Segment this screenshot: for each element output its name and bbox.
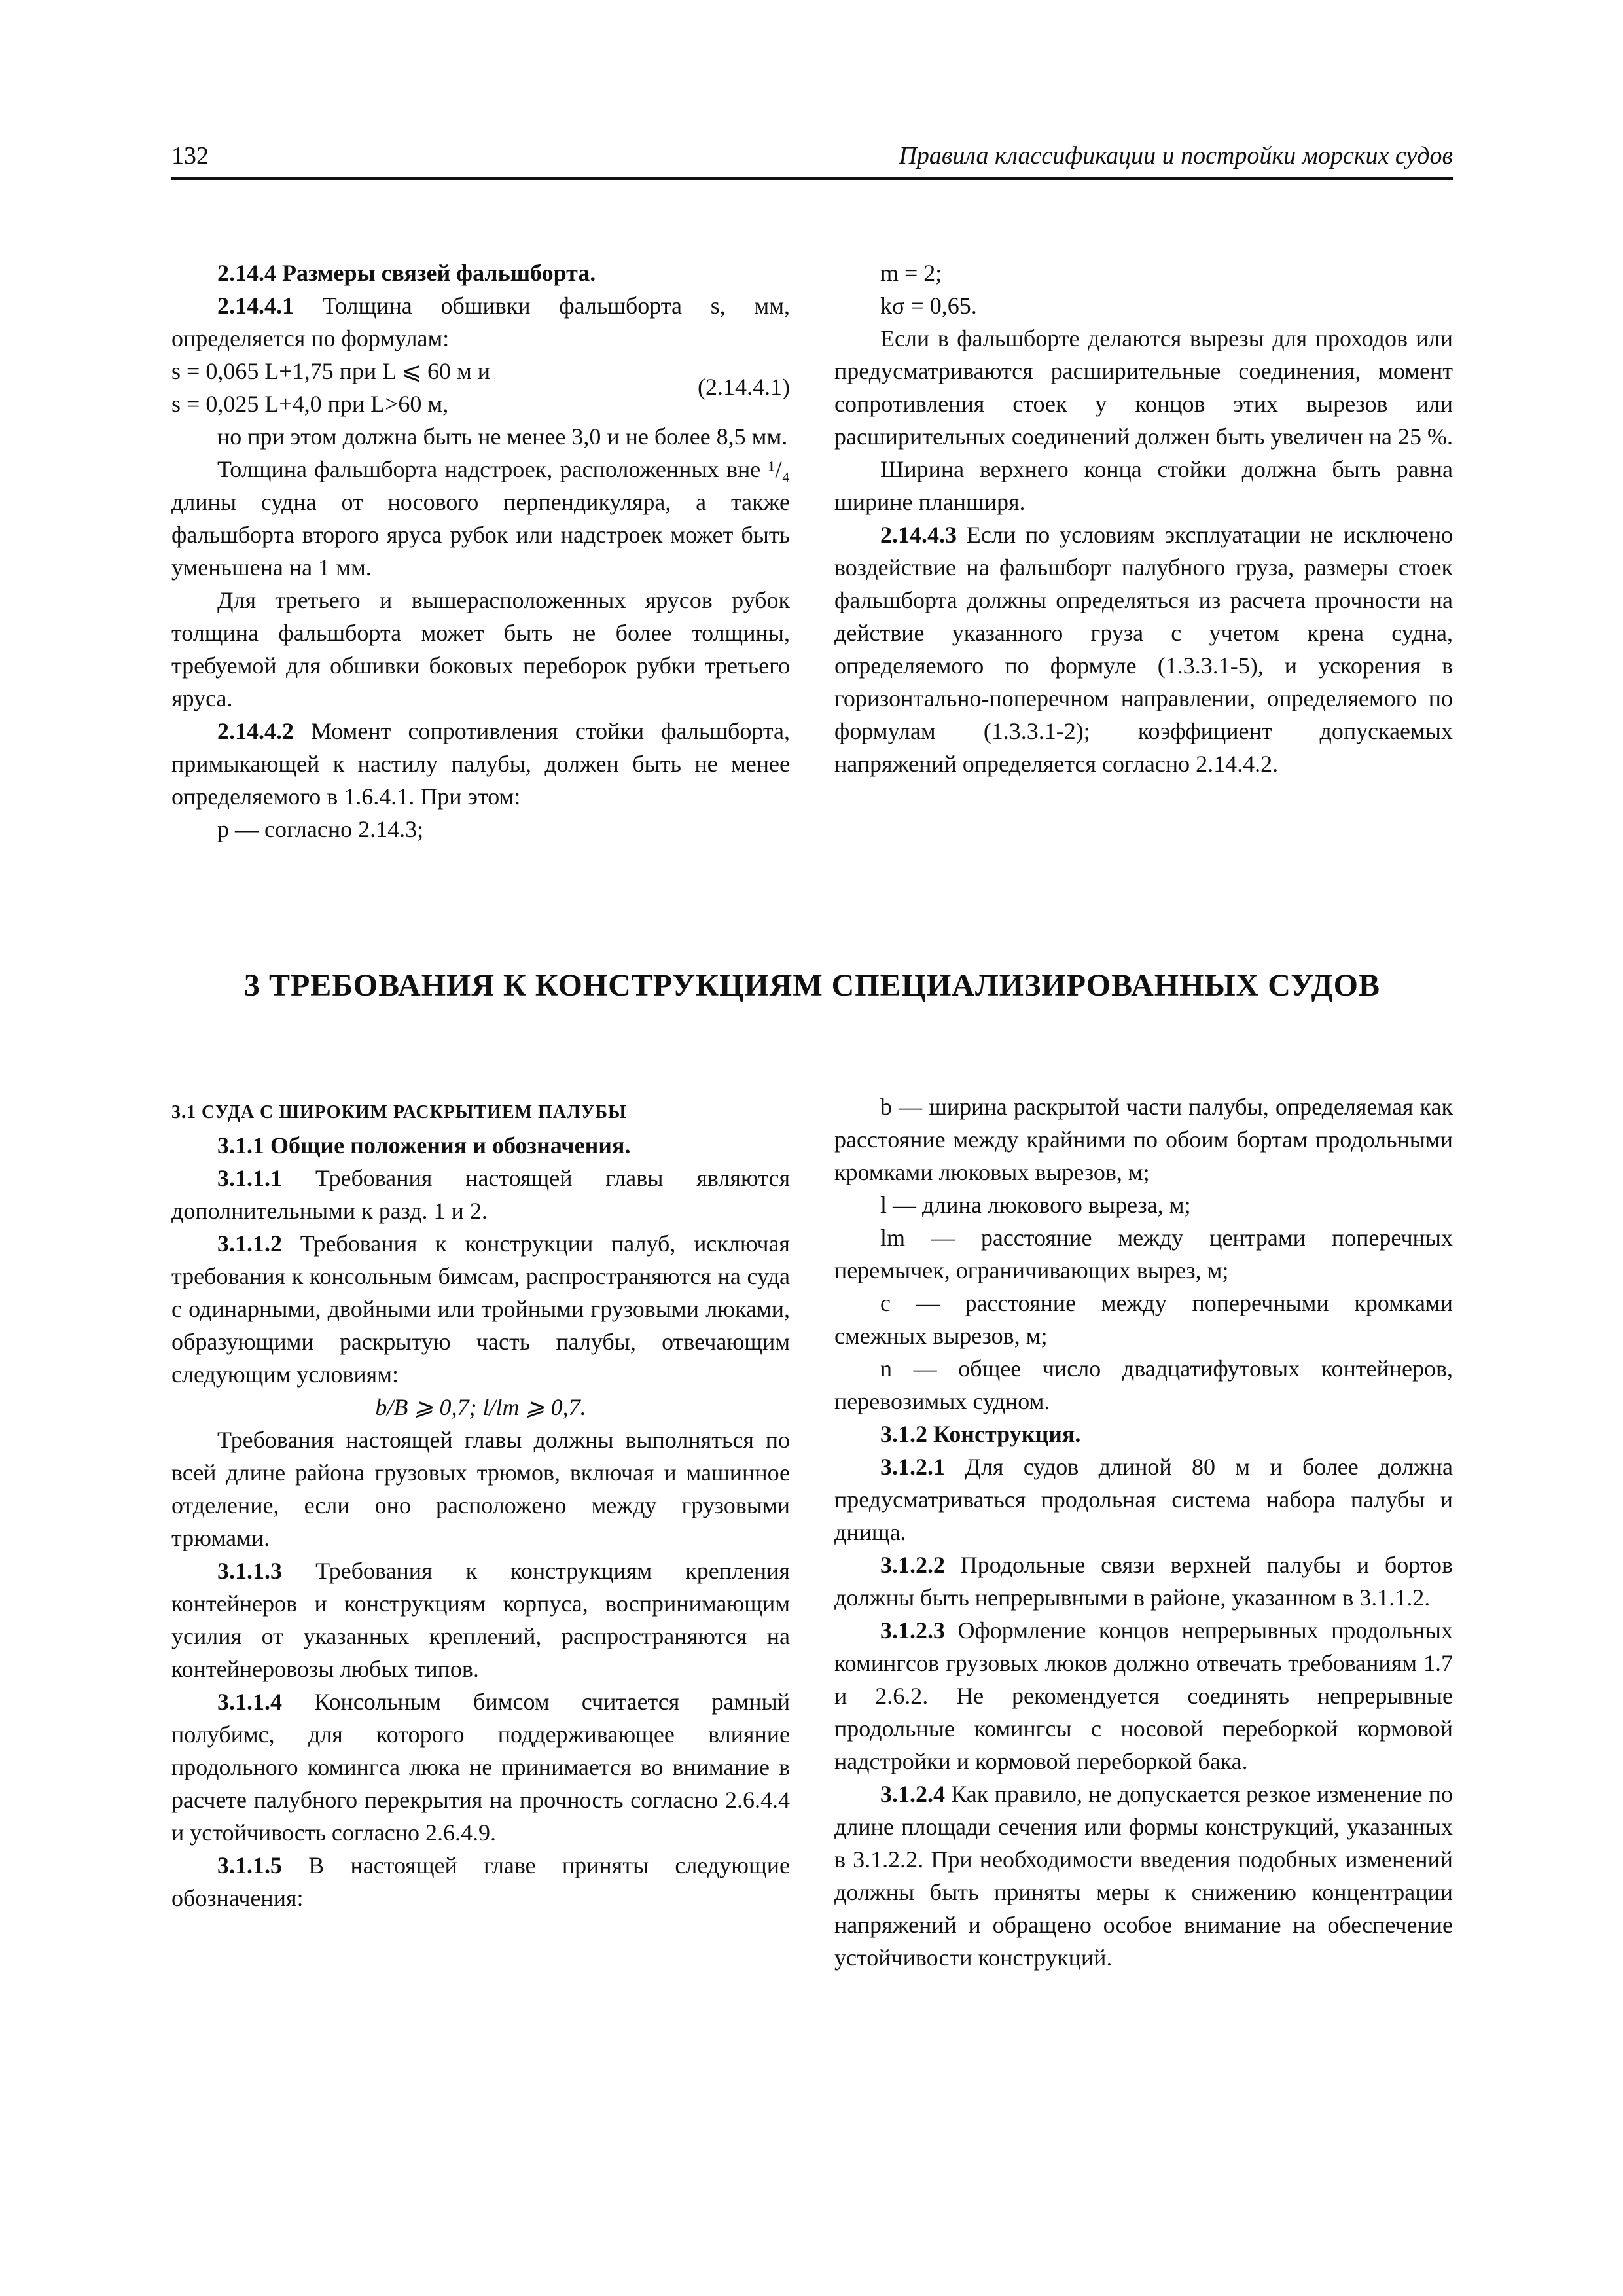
subsection-title: 3.1 СУДА С ШИРОКИМ РАСКРЫТИЕМ ПАЛУБЫ — [171, 1102, 627, 1122]
paragraph-3-1-1-4 — [171, 1685, 790, 1849]
formula-s-1: s = 0,065 L+1,75 при L ⩽ 60 м и — [171, 358, 491, 384]
clause-text: Требования настоящей главы являются дополнительными к разд. 1 и 2. — [171, 1165, 790, 1224]
clause-text: Если по условиям эксплуатации не исключено воздействие на фальшборт палубного груза, размеры стоек фальшборта должны определяться из расчета прочности на действие указанного груза с учетом крена судна, определяемого по формуле (1.3.3.1-5), и ускорения в горизонтально-поперечном направлении, определяемого по формулам (1.3.3.1-2); коэффициент допускаемых напряжений определяется согласно 2.14.4.2. — [834, 522, 1453, 777]
formula-line-1 — [171, 355, 790, 400]
paragraph-superstructure: Толщина фальшборта надстроек, расположенных вне ¹/₄ длины судна от носового перпендикуляра, а также фальшборта второго яруса рубок или надстроек может быть уменьшена на 1 мм. — [171, 456, 790, 581]
definition-n: n — общее число двадцатифутовых контейнеров, перевозимых судном. — [834, 1355, 1453, 1414]
page-number: 132 — [171, 142, 209, 170]
clause-number: 3.1.2.4 — [880, 1781, 945, 1807]
clause-text: Продольные связи верхней палубы и бортов должны быть непрерывными в районе, указанном в 3.1.1.2. — [834, 1552, 1453, 1611]
paragraph-2-14-4-3 — [834, 518, 1453, 780]
paragraph-3-1-1-2 — [171, 1227, 790, 1391]
section-heading-3-1-1: 3.1.1 Общие положения и обозначения. — [217, 1132, 631, 1158]
paragraph-stanchion-width: Ширина верхнего конца стойки должна быть равна ширине планширя. — [834, 456, 1453, 515]
definition-p: p — согласно 2.14.3; — [217, 816, 424, 842]
clause-text: Оформление концов непрерывных продольных комингсов грузовых люков должно отвечать требованиям 1.7 и 2.6.2. Не рекомендуется соединять непрерывные продольные комингсы с носовой переборкой кормовой надстройки и кормовой переборкой бака. — [834, 1617, 1453, 1774]
definition-lm: lm — расстояние между центрами поперечных перемычек, ограничивающих вырез, м; — [834, 1225, 1453, 1283]
clause-number: 2.14.4.2 — [217, 718, 294, 744]
clause-number: 3.1.1.1 — [217, 1165, 282, 1191]
paragraph-third-tier: Для третьего и вышерасположенных ярусов рубок толщина фальшборта может быть не более толщины, требуемой для обшивки боковых переборок рубки третьего яруса. — [171, 587, 790, 711]
clause-number: 3.1.1.4 — [217, 1689, 282, 1715]
clause-text: Момент сопротивления стойки фальшборта, примыкающей к настилу палубы, должен быть не менее определяемого в 1.6.4.1. При этом: — [171, 718, 790, 810]
clause-number: 3.1.2.2 — [880, 1552, 945, 1578]
clause-text: Консольным бимсом считается рамный полубимс, для которого поддерживающее влияние продольного комингса люка не принимается во внимание в расчете палубного перекрытия на прочность согласно 2.6.4.4 и устойчивость согласно 2.6.4.9. — [171, 1689, 790, 1846]
paragraph-3-1-2-3 — [834, 1614, 1453, 1778]
value-k-sigma: kσ = 0,65. — [880, 293, 977, 319]
section-heading-2-14-4: 2.14.4 Размеры связей фальшборта. — [217, 260, 596, 286]
clause-number: 3.1.1.3 — [217, 1558, 282, 1584]
paragraph-3-1-2-1 — [834, 1450, 1453, 1549]
clause-text: Требования к конструкциям крепления контейнеров и конструкциям корпуса, воспринимающим усилия от указанных креплений, распространяются на контейнеровозы любых типов. — [171, 1558, 790, 1682]
clause-text: Толщина обшивки фальшборта s, мм, определяется по формулам: — [171, 293, 790, 351]
paragraph-2-14-4-1 — [171, 289, 790, 355]
section-heading-3-1-2: 3.1.2 Конструкция. — [880, 1421, 1081, 1447]
formula-line-2 — [171, 387, 790, 420]
definition-b: b — ширина раскрытой части палубы, определяемая как расстояние между крайними по обоим бортам продольными кромками люковых вырезов, м; — [834, 1094, 1453, 1185]
chapter-title: 3 ТРЕБОВАНИЯ К КОНСТРУКЦИЯМ СПЕЦИАЛИЗИРОВАННЫХ СУДОВ — [243, 968, 1381, 1003]
running-header — [171, 139, 1453, 178]
paragraph-2-14-4-2 — [171, 715, 790, 813]
paragraph-3-1-1-1 — [171, 1162, 790, 1227]
column-left-lower — [171, 1096, 790, 1914]
clause-number: 2.14.4.3 — [880, 522, 957, 548]
paragraph-limits: но при этом должна быть не менее 3,0 и не более 8,5 мм. — [217, 423, 788, 450]
clause-number: 3.1.1.5 — [217, 1852, 282, 1878]
clause-text: Требования к конструкции палуб, исключая требования к консольным бимсам, распространяются на суда с одинарными, двойными или тройными грузовыми люками, образующими раскрытую часть палубы, отвечающим следующим условиям: — [171, 1230, 790, 1388]
clause-text: Для судов длиной 80 м и более должна предусматриваться продольная система набора палубы и днища. — [834, 1454, 1453, 1545]
definition-c: c — расстояние между поперечными кромками смежных вырезов, м; — [834, 1290, 1453, 1349]
formula-opening-ratio: b/B ⩾ 0,7; l/lm ⩾ 0,7. — [375, 1394, 586, 1420]
column-right-lower — [834, 1090, 1453, 1974]
paragraph-3-1-2-2 — [834, 1549, 1453, 1614]
clause-text: В настоящей главе приняты следующие обозначения: — [171, 1852, 790, 1911]
formula-s-2: s = 0,025 L+4,0 при L>60 м, — [171, 391, 449, 417]
equation-number: (2.14.4.1) — [698, 374, 790, 400]
paragraph-3-1-1-5 — [171, 1849, 790, 1914]
definition-l: l — длина люкового выреза, м; — [880, 1192, 1191, 1218]
paragraph-cutouts: Если в фальшборте делаются вырезы для проходов или предусматриваются расширительные соединения, момент сопротивления стоек у концов этих вырезов или расширительных соединений должен быть увеличен на 25 %. — [834, 325, 1453, 450]
clause-number: 3.1.1.2 — [217, 1230, 282, 1257]
column-right-upper — [834, 257, 1453, 780]
paragraph-cargo-hold-length: Требования настоящей главы должны выполняться по всей длине района грузовых трюмов, включая и машинное отделение, если оно расположено между грузовыми трюмами. — [171, 1427, 790, 1551]
clause-number: 2.14.4.1 — [217, 293, 294, 319]
column-left-upper — [171, 257, 790, 846]
header-rule — [171, 177, 1453, 180]
clause-number: 3.1.2.3 — [880, 1617, 945, 1643]
paragraph-3-1-2-4 — [834, 1778, 1453, 1974]
running-title: Правила классификации и постройки морских судов — [899, 142, 1453, 170]
paragraph-3-1-1-3 — [171, 1554, 790, 1685]
value-m: m = 2; — [880, 260, 942, 286]
clause-number: 3.1.2.1 — [880, 1454, 945, 1480]
clause-text: Как правило, не допускается резкое изменение по длине площади сечения или формы конструкций, указанных в 3.1.2.2. При необходимости введения подобных изменений должны быть приняты меры к снижению концентрации напряжений и обращено особое внимание на обеспечение устойчивости конструкций. — [834, 1781, 1453, 1971]
